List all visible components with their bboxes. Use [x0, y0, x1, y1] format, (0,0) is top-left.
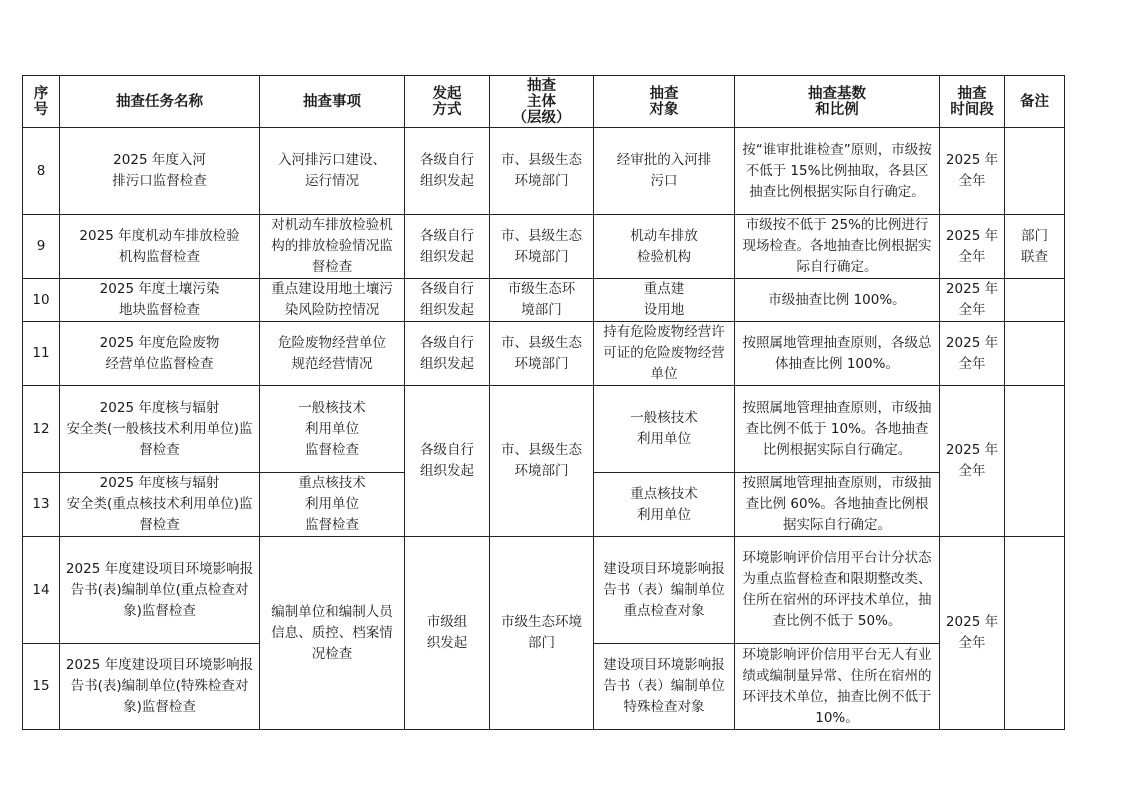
table-row	[23, 322, 1065, 386]
header-ratio: 抽查基数 和比例	[735, 76, 940, 128]
cell-item: 危险废物经营单位 规范经营情况	[260, 322, 405, 386]
cell-subject: 市级生态环境 部门	[490, 537, 594, 730]
cell-object: 建设项目环境影响报告书（表）编制单位重点检查对象	[594, 537, 735, 644]
table-row	[23, 386, 1065, 473]
cell-method: 各级自行 组织发起	[405, 322, 490, 386]
cell-seq: 15	[23, 644, 60, 730]
cell-subject: 市、县级生态 环境部门	[490, 215, 594, 279]
inspection-table	[22, 75, 1065, 730]
header-row	[23, 76, 1065, 128]
cell-period: 2025 年 全年	[940, 386, 1005, 537]
cell-item: 一般核技术 利用单位 监督检查	[260, 386, 405, 473]
header-method: 发起 方式	[405, 76, 490, 128]
cell-object: 重点建 设用地	[594, 279, 735, 322]
cell-ratio: 市级抽查比例 100%。	[735, 279, 940, 322]
cell-period: 2025 年 全年	[940, 215, 1005, 279]
table-row	[23, 537, 1065, 644]
cell-name: 2025 年度危险废物 经营单位监督检查	[60, 322, 260, 386]
header-period: 抽查 时间段	[940, 76, 1005, 128]
cell-object: 重点核技术 利用单位	[594, 473, 735, 537]
cell-subject: 市、县级生态 环境部门	[490, 386, 594, 537]
cell-seq: 14	[23, 537, 60, 644]
cell-ratio: 市级按不低于 25%的比例进行现场检查。各地抽查比例根据实际自行确定。	[735, 215, 940, 279]
cell-method: 各级自行 组织发起	[405, 128, 490, 215]
table-row	[23, 215, 1065, 279]
cell-period: 2025 年 全年	[940, 279, 1005, 322]
cell-ratio: 按照属地管理抽查原则，各级总体抽查比例 100%。	[735, 322, 940, 386]
cell-seq: 11	[23, 322, 60, 386]
cell-name: 2025 年度建设项目环境影响报告书(表)编制单位(特殊检查对象)监督检查	[60, 644, 260, 730]
header-subject: 抽查 主体 （层级）	[490, 76, 594, 128]
cell-remark	[1005, 279, 1065, 322]
cell-item: 重点核技术 利用单位 监督检查	[260, 473, 405, 537]
cell-object: 机动车排放 检验机构	[594, 215, 735, 279]
table-row	[23, 279, 1065, 322]
cell-name: 2025 年度入河 排污口监督检查	[60, 128, 260, 215]
cell-seq: 9	[23, 215, 60, 279]
cell-method: 市级组 织发起	[405, 537, 490, 730]
cell-item: 对机动车排放检验机构的排放检验情况监督检查	[260, 215, 405, 279]
cell-name: 2025 年度机动车排放检验 机构监督检查	[60, 215, 260, 279]
cell-method: 各级自行 组织发起	[405, 386, 490, 537]
cell-method: 各级自行 组织发起	[405, 279, 490, 322]
cell-object: 建设项目环境影响报告书（表）编制单位特殊检查对象	[594, 644, 735, 730]
cell-ratio: 按照属地管理抽查原则，市级抽查比例不低于 10%。各地抽查比例根据实际自行确定。	[735, 386, 940, 473]
header-seq: 序 号	[23, 76, 60, 128]
cell-item: 重点建设用地土壤污染风险防控情况	[260, 279, 405, 322]
cell-ratio: 按“谁审批谁检查”原则，市级按不低于 15%比例抽取，各县区抽查比例根据实际自行确定。	[735, 128, 940, 215]
cell-name: 2025 年度核与辐射 安全类(一般核技术利用单位)监督检查	[60, 386, 260, 473]
cell-method: 各级自行 组织发起	[405, 215, 490, 279]
header-object: 抽查 对象	[594, 76, 735, 128]
cell-seq: 8	[23, 128, 60, 215]
cell-period: 2025 年 全年	[940, 322, 1005, 386]
cell-name: 2025 年度土壤污染 地块监督检查	[60, 279, 260, 322]
cell-subject: 市、县级生态 环境部门	[490, 128, 594, 215]
cell-item: 入河排污口建设、 运行情况	[260, 128, 405, 215]
cell-item: 编制单位和编制人员信息、质控、档案情况检查	[260, 537, 405, 730]
cell-name: 2025 年度建设项目环境影响报告书(表)编制单位(重点检查对象)监督检查	[60, 537, 260, 644]
cell-seq: 12	[23, 386, 60, 473]
cell-ratio: 环境影响评价信用平台计分状态为重点监督检查和限期整改类、住所在宿州的环评技术单位，抽查比例不低于 50%。	[735, 537, 940, 644]
cell-period: 2025 年 全年	[940, 128, 1005, 215]
cell-object: 持有危险废物经营许可证的危险废物经营单位	[594, 322, 735, 386]
cell-remark: 部门 联查	[1005, 215, 1065, 279]
cell-subject: 市、县级生态 环境部门	[490, 322, 594, 386]
cell-seq: 13	[23, 473, 60, 537]
cell-subject: 市级生态环 境部门	[490, 279, 594, 322]
header-name: 抽查任务名称	[60, 76, 260, 128]
header-item: 抽查事项	[260, 76, 405, 128]
cell-name: 2025 年度核与辐射 安全类(重点核技术利用单位)监督检查	[60, 473, 260, 537]
cell-object: 一般核技术 利用单位	[594, 386, 735, 473]
cell-remark	[1005, 537, 1065, 730]
cell-object: 经审批的入河排 污口	[594, 128, 735, 215]
table-row	[23, 128, 1065, 215]
cell-ratio: 环境影响评价信用平台无人有业绩或编制量异常、住所在宿州的环评技术单位，抽查比例不低于 10%。	[735, 644, 940, 730]
cell-remark	[1005, 386, 1065, 537]
cell-seq: 10	[23, 279, 60, 322]
cell-period: 2025 年 全年	[940, 537, 1005, 730]
cell-remark	[1005, 322, 1065, 386]
cell-remark	[1005, 128, 1065, 215]
cell-ratio: 按照属地管理抽查原则，市级抽查比例 60%。各地抽查比例根据实际自行确定。	[735, 473, 940, 537]
header-remark: 备注	[1005, 76, 1065, 128]
